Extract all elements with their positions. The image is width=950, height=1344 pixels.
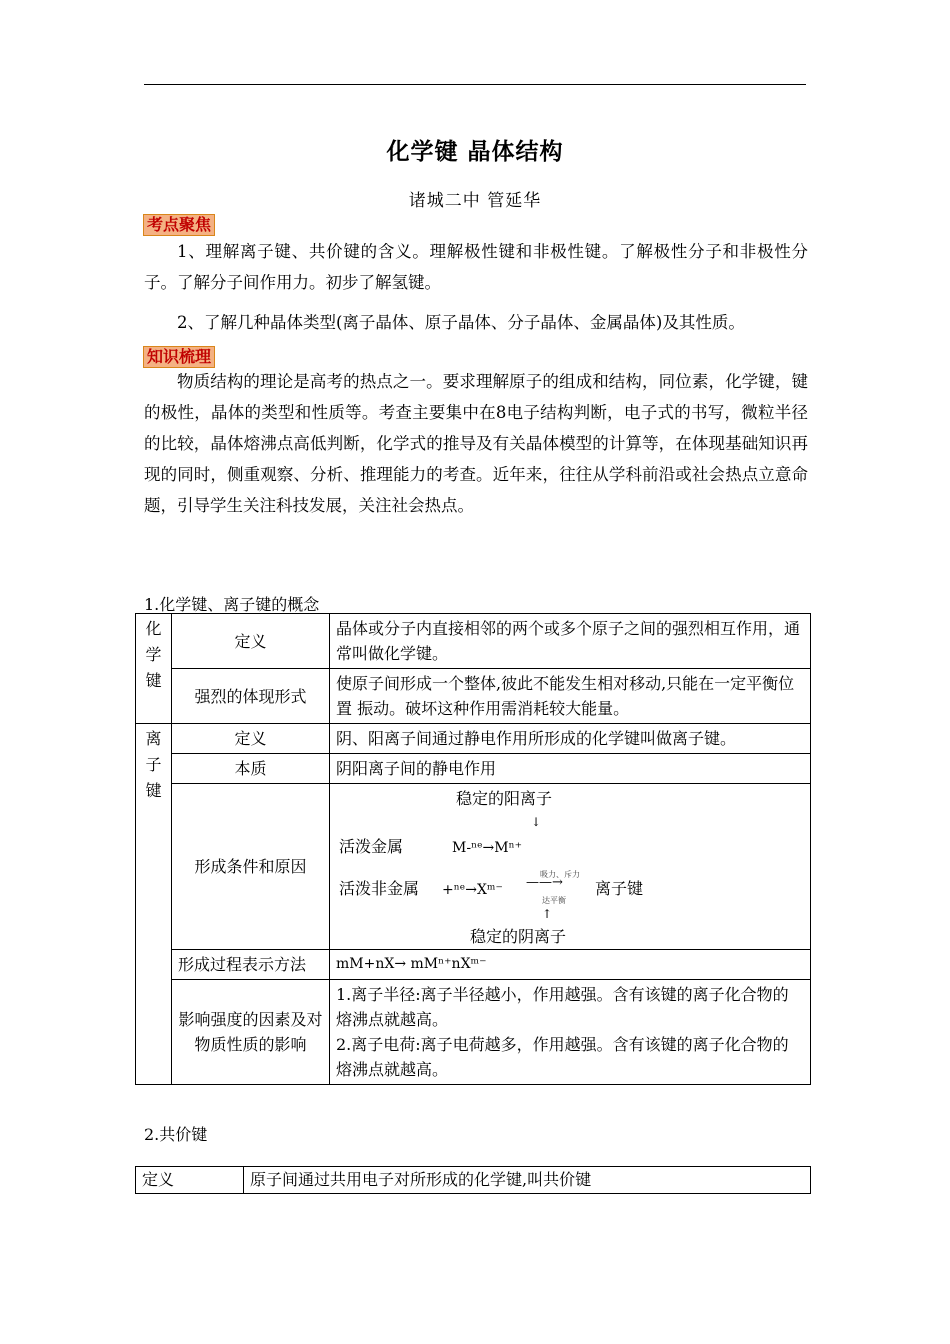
row-label: 形成过程表示方法 [172,950,330,980]
row-label: 强烈的体现形式 [172,669,330,724]
author-line: 诸城二中 管延华 [408,191,542,211]
table-row [136,950,811,980]
diagram-stable-anion: 稳定的阴离子 [470,927,567,946]
diagram-active-metal: 活泼金属 [339,837,404,856]
nonmetal-equation: +ⁿᵉ→Xᵐ⁻ [442,882,503,898]
row-text: 晶体或分子内直接相邻的两个或多个原子之间的强烈相互作用，通常叫做化学键。 [330,614,811,669]
row-text: 使原子间形成一个整体,彼此不能发生相对移动,只能在一定平衡位置 振动。破坏这种作用需消耗较大能量。 [330,669,811,724]
row-label: 定义 [172,724,330,754]
document-title: 化学键 晶体结构 [386,139,564,165]
row-label: 定义 [136,1167,244,1194]
attraction-repulsion-label: 吸力、斥力 [540,870,580,879]
bond-concept-table [135,613,811,1085]
factor-radius: 1.离子半径:离子半径越小，作用越强。含有该键的离子化合物的熔沸点就越高。 [336,985,789,1029]
table-row [136,784,811,950]
equilibrium-arrow: ——→ [526,875,563,890]
group-label-chemical-bond: 化学键 [136,614,172,724]
intro-paragraph: 物质结构的理论是高考的热点之一。要求理解原子的组成和结构，同位素，化学键，键的极性，晶体的类型和性质等。考查主要集中在8电子结构判断，电子式的书写，微粒半径的比较，晶体熔沸点高低判断，化学式的推导及有关晶体模型的计算等，在体现基础知识再现的同时，侧重观察、分析、推理能力的考查。近年来，往往从学科前沿或社会热点立意命题，引导学生关注科技发展，关注社会热点。 [144,372,808,515]
factor-charge: 2.离子电荷:离子电荷越多，作用越强。含有该键的离子化合物的熔沸点就越高。 [336,1035,789,1079]
diagram-active-nonmetal: 活泼非金属 [339,879,420,898]
header-rule [144,84,806,85]
section-tag-knowledge: 知识梳理 [143,346,215,368]
down-arrow-icon: ↓ [531,815,542,829]
row-label: 形成条件和原因 [172,784,330,950]
up-arrow-icon: ↑ [542,907,553,921]
section-tag-focus: 考点聚焦 [143,214,215,236]
table-row [136,614,811,669]
equilibrium-label: 达平衡 [542,896,566,905]
group-label-ionic-bond: 离子键 [136,724,172,1085]
covalent-bond-table [135,1166,811,1194]
table-row [136,1167,811,1194]
diagram-stable-cation: 稳定的阳离子 [456,789,553,808]
row-label: 本质 [172,754,330,784]
row-label: 影响强度的因素及对物质性质的影响 [172,980,330,1085]
row-text: 原子间通过共用电子对所形成的化学键,叫共价键 [244,1167,811,1194]
objective-2: 2、了解几种晶体类型(离子晶体、原子晶体、分子晶体、金属晶体)及其性质。 [177,313,745,332]
row-text: 阴阳离子间的静电作用 [330,754,811,784]
objective-1: 1、理解离子键、共价键的含义。理解极性键和非极性键。了解极性分子和非极性分子。了解分子间作用力。初步了解氢键。 [144,242,808,292]
metal-equation: M-ⁿᵉ→Mⁿ⁺ [452,840,523,856]
diagram-ionic-bond: 离子键 [595,879,644,898]
row-text: mM+nX→ mMⁿ⁺nXᵐ⁻ [330,950,811,980]
formation-diagram [330,784,811,950]
section-heading-2: 2.共价键 [144,1125,208,1144]
table-row [136,754,811,784]
row-text [330,980,811,1085]
table-row [136,724,811,754]
section-heading-1: 1.化学键、离子键的概念 [144,595,320,614]
row-label: 定义 [172,614,330,669]
row-text: 阴、阳离子间通过静电作用所形成的化学键叫做离子键。 [330,724,811,754]
table-row [136,980,811,1085]
table-row [136,669,811,724]
